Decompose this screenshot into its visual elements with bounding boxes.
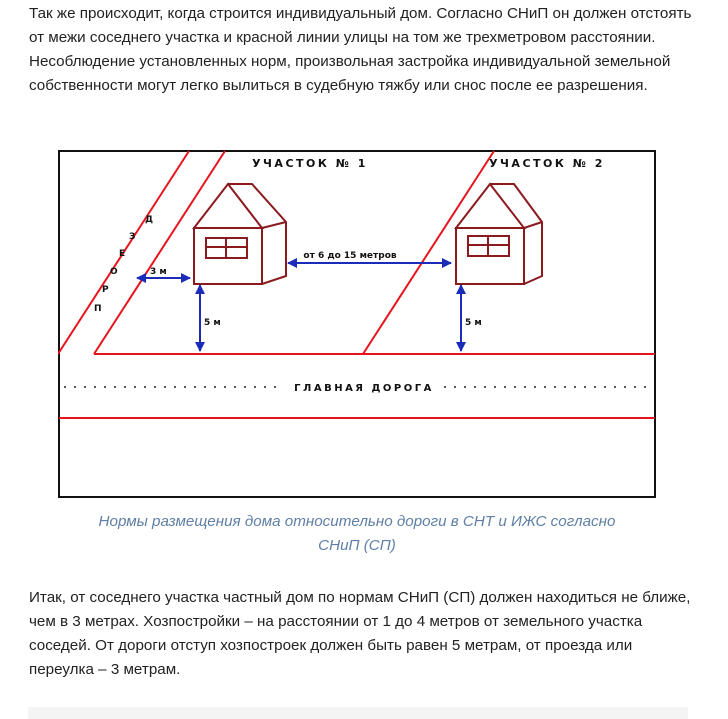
lane-letter: Д	[145, 215, 154, 225]
lane-letter: О	[110, 267, 118, 277]
plot2-label: УЧАСТОК № 2	[489, 157, 605, 170]
paragraph-intro: Так же происходит, когда строится индивидуальный дом. Согласно СНиП он должен отстоять от межи соседнего участка и красной линии улицы на том же трехметровом расстоянии. Несоблюдение установленных норм, произвольная застройка индивидуальной земельной собственности могут легко вылиться в судебную тяжбу или снос после ее разрешения.	[29, 5, 692, 94]
lane-letter: З	[129, 232, 136, 242]
lane-letter: Е	[119, 249, 126, 259]
next-block-edge	[28, 707, 688, 719]
diagram-frame	[59, 151, 655, 497]
paragraph-conclusion: Итак, от соседнего участка частный дом по нормам СНиП (СП) должен находиться не ближе, чем в 3 метрах. Хозпостройки – на расстоянии от 1 до 4 метров от земельного участка соседей. От дороги отступ хозпостроек должен быть равен 5 метрам, от проезда или переулка – 3 метрам.	[29, 589, 691, 678]
dist-side-label: 3 м	[150, 267, 167, 277]
main-road-label: ГЛАВНАЯ ДОРОГА	[294, 383, 434, 394]
caption-line-2: СНиП (СП)	[318, 537, 396, 554]
caption-line-1: Нормы размещения дома относительно дороги в СНТ и ИЖС согласно	[98, 513, 616, 530]
figure-caption	[58, 510, 656, 558]
lane-letter: П	[94, 304, 102, 314]
lane-letter: Р	[102, 285, 109, 295]
site-plan-diagram	[58, 150, 656, 498]
dist-road1-label: 5 м	[204, 318, 221, 328]
plot1-label: УЧАСТОК № 1	[252, 157, 368, 170]
dist-road2-label: 5 м	[465, 318, 482, 328]
dist-between-label: от 6 до 15 метров	[303, 251, 397, 261]
